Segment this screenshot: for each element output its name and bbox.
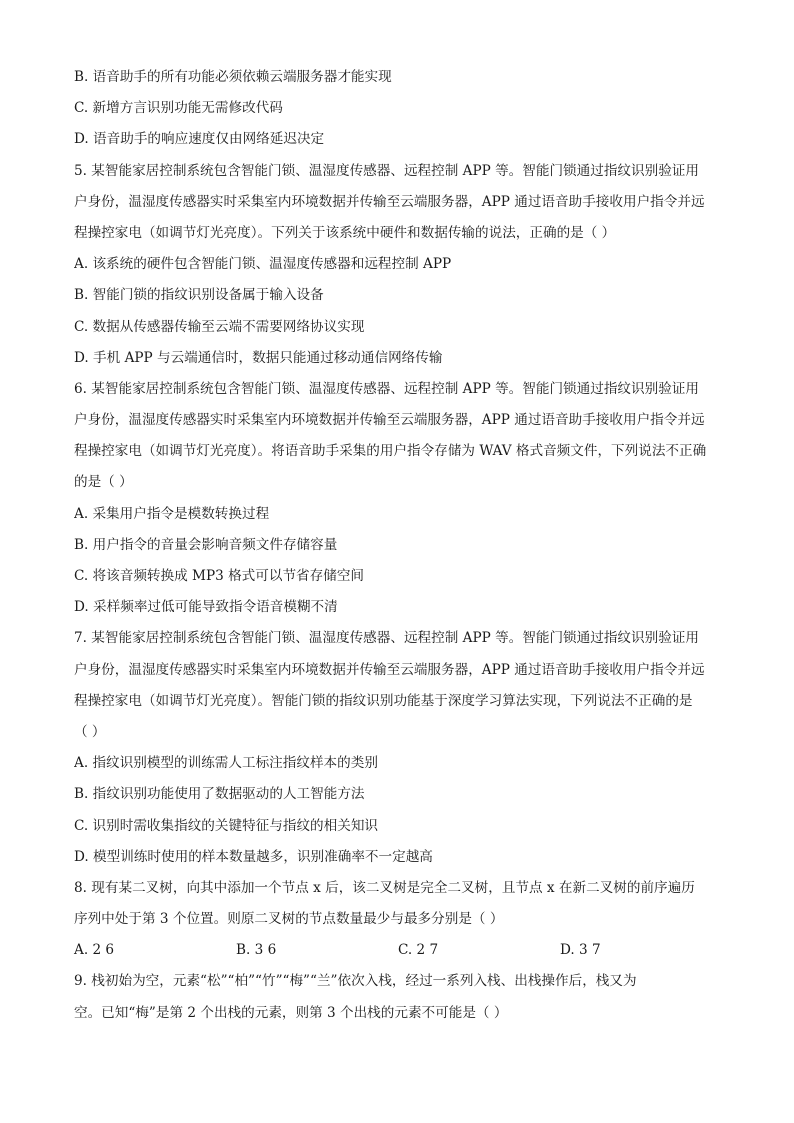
q5-stem-line: 程操控家电（如调节灯光亮度）。下列关于该系统中硬件和数据传输的说法，正确的是（ ）: [74, 224, 616, 241]
q6-option-b: B. 用户指令的音量会影响音频文件存储容量: [74, 536, 338, 553]
q6-stem-line: 的是（ ）: [74, 474, 133, 491]
question-4-options: [74, 62, 722, 156]
q8-option-c: C. 2 7: [398, 942, 439, 959]
q7-option-b: B. 指纹识别功能使用了数据驱动的人工智能方法: [74, 786, 365, 803]
question-7: [74, 623, 722, 873]
q7-stem-line: 7. 某智能家居控制系统包含智能门锁、温湿度传感器、远程控制 APP 等。智能门锁通过指纹识别验证用: [74, 630, 699, 647]
q7-option-c: C. 识别时需收集指纹的关键特征与指纹的相关知识: [74, 817, 379, 834]
q8-option-a: A. 2 6: [74, 942, 115, 959]
q7-stem-line: 程操控家电（如调节灯光亮度）。智能门锁的指纹识别功能基于深度学习算法实现，下列说法不正确的是: [74, 692, 693, 709]
q9-stem-line: 9. 栈初始为空，元素“松”“柏”“竹”“梅”“兰”依次入栈，经过一系列入栈、出栈操作后，栈又为: [74, 973, 637, 990]
q6-stem-line: 程操控家电（如调节灯光亮度）。将语音助手采集的用户指令存储为 WAV 格式音频文件，下列说法不正确: [74, 443, 707, 460]
q8-options-row: [74, 935, 722, 966]
q6-stem-line: 6. 某智能家居控制系统包含智能门锁、温湿度传感器、远程控制 APP 等。智能门锁通过指纹识别验证用: [74, 380, 699, 397]
question-6: [74, 374, 722, 624]
question-8: [74, 873, 722, 967]
q5-option-a: A. 该系统的硬件包含智能门锁、温湿度传感器和远程控制 APP: [74, 256, 452, 273]
question-5: [74, 156, 722, 374]
question-9: [74, 966, 722, 1028]
q7-option-d: D. 模型训练时使用的样本数量越多，识别准确率不一定越高: [74, 848, 433, 865]
q4-option-d: D. 语音助手的响应速度仅由网络延迟决定: [74, 131, 325, 148]
q5-stem-line: 5. 某智能家居控制系统包含智能门锁、温湿度传感器、远程控制 APP 等。智能门锁通过指纹识别验证用: [74, 162, 699, 179]
q7-option-a: A. 指纹识别模型的训练需人工标注指纹样本的类别: [74, 755, 378, 772]
q4-option-b: B. 语音助手的所有功能必须依赖云端服务器才能实现: [74, 69, 392, 85]
q6-stem-line: 户身份，温湿度传感器实时采集室内环境数据并传输至云端服务器，APP 通过语音助手接收用户指令并远: [74, 412, 705, 429]
q5-stem-line: 户身份，温湿度传感器实时采集室内环境数据并传输至云端服务器，APP 通过语音助手接收用户指令并远: [74, 193, 705, 210]
q8-stem-line: 序列中处于第 3 个位置。则原二叉树的节点数量最少与最多分别是（ ）: [74, 911, 504, 928]
q6-option-a: A. 采集用户指令是模数转换过程: [74, 505, 270, 522]
q8-option-b: B. 3 6: [236, 942, 277, 959]
q9-stem-line: 空。已知“梅”是第 2 个出栈的元素，则第 3 个出栈的元素不可能是（ ）: [74, 1004, 508, 1021]
q8-option-d: D. 3 7: [560, 942, 601, 959]
q6-option-c: C. 将该音频转换成 MP3 格式可以节省存储空间: [74, 568, 365, 584]
q8-stem-line: 8. 现有某二叉树，向其中添加一个节点 x 后，该二叉树是完全二叉树，且节点 x 在新二叉树的前序遍历: [74, 879, 695, 896]
q4-option-c: C. 新增方言识别功能无需修改代码: [74, 100, 283, 117]
q5-option-d: D. 手机 APP 与云端通信时，数据只能通过移动通信网络传输: [74, 349, 443, 366]
q5-option-c: C. 数据从传感器传输至云端不需要网络协议实现: [74, 318, 365, 335]
q5-option-b: B. 智能门锁的指纹识别设备属于输入设备: [74, 287, 324, 304]
q7-stem-line: 户身份，温湿度传感器实时采集室内环境数据并传输至云端服务器，APP 通过语音助手接收用户指令并远: [74, 661, 705, 678]
q6-option-d: D. 采样频率过低可能导致指令语音模糊不清: [74, 599, 338, 616]
q7-stem-line: （ ）: [74, 723, 106, 740]
